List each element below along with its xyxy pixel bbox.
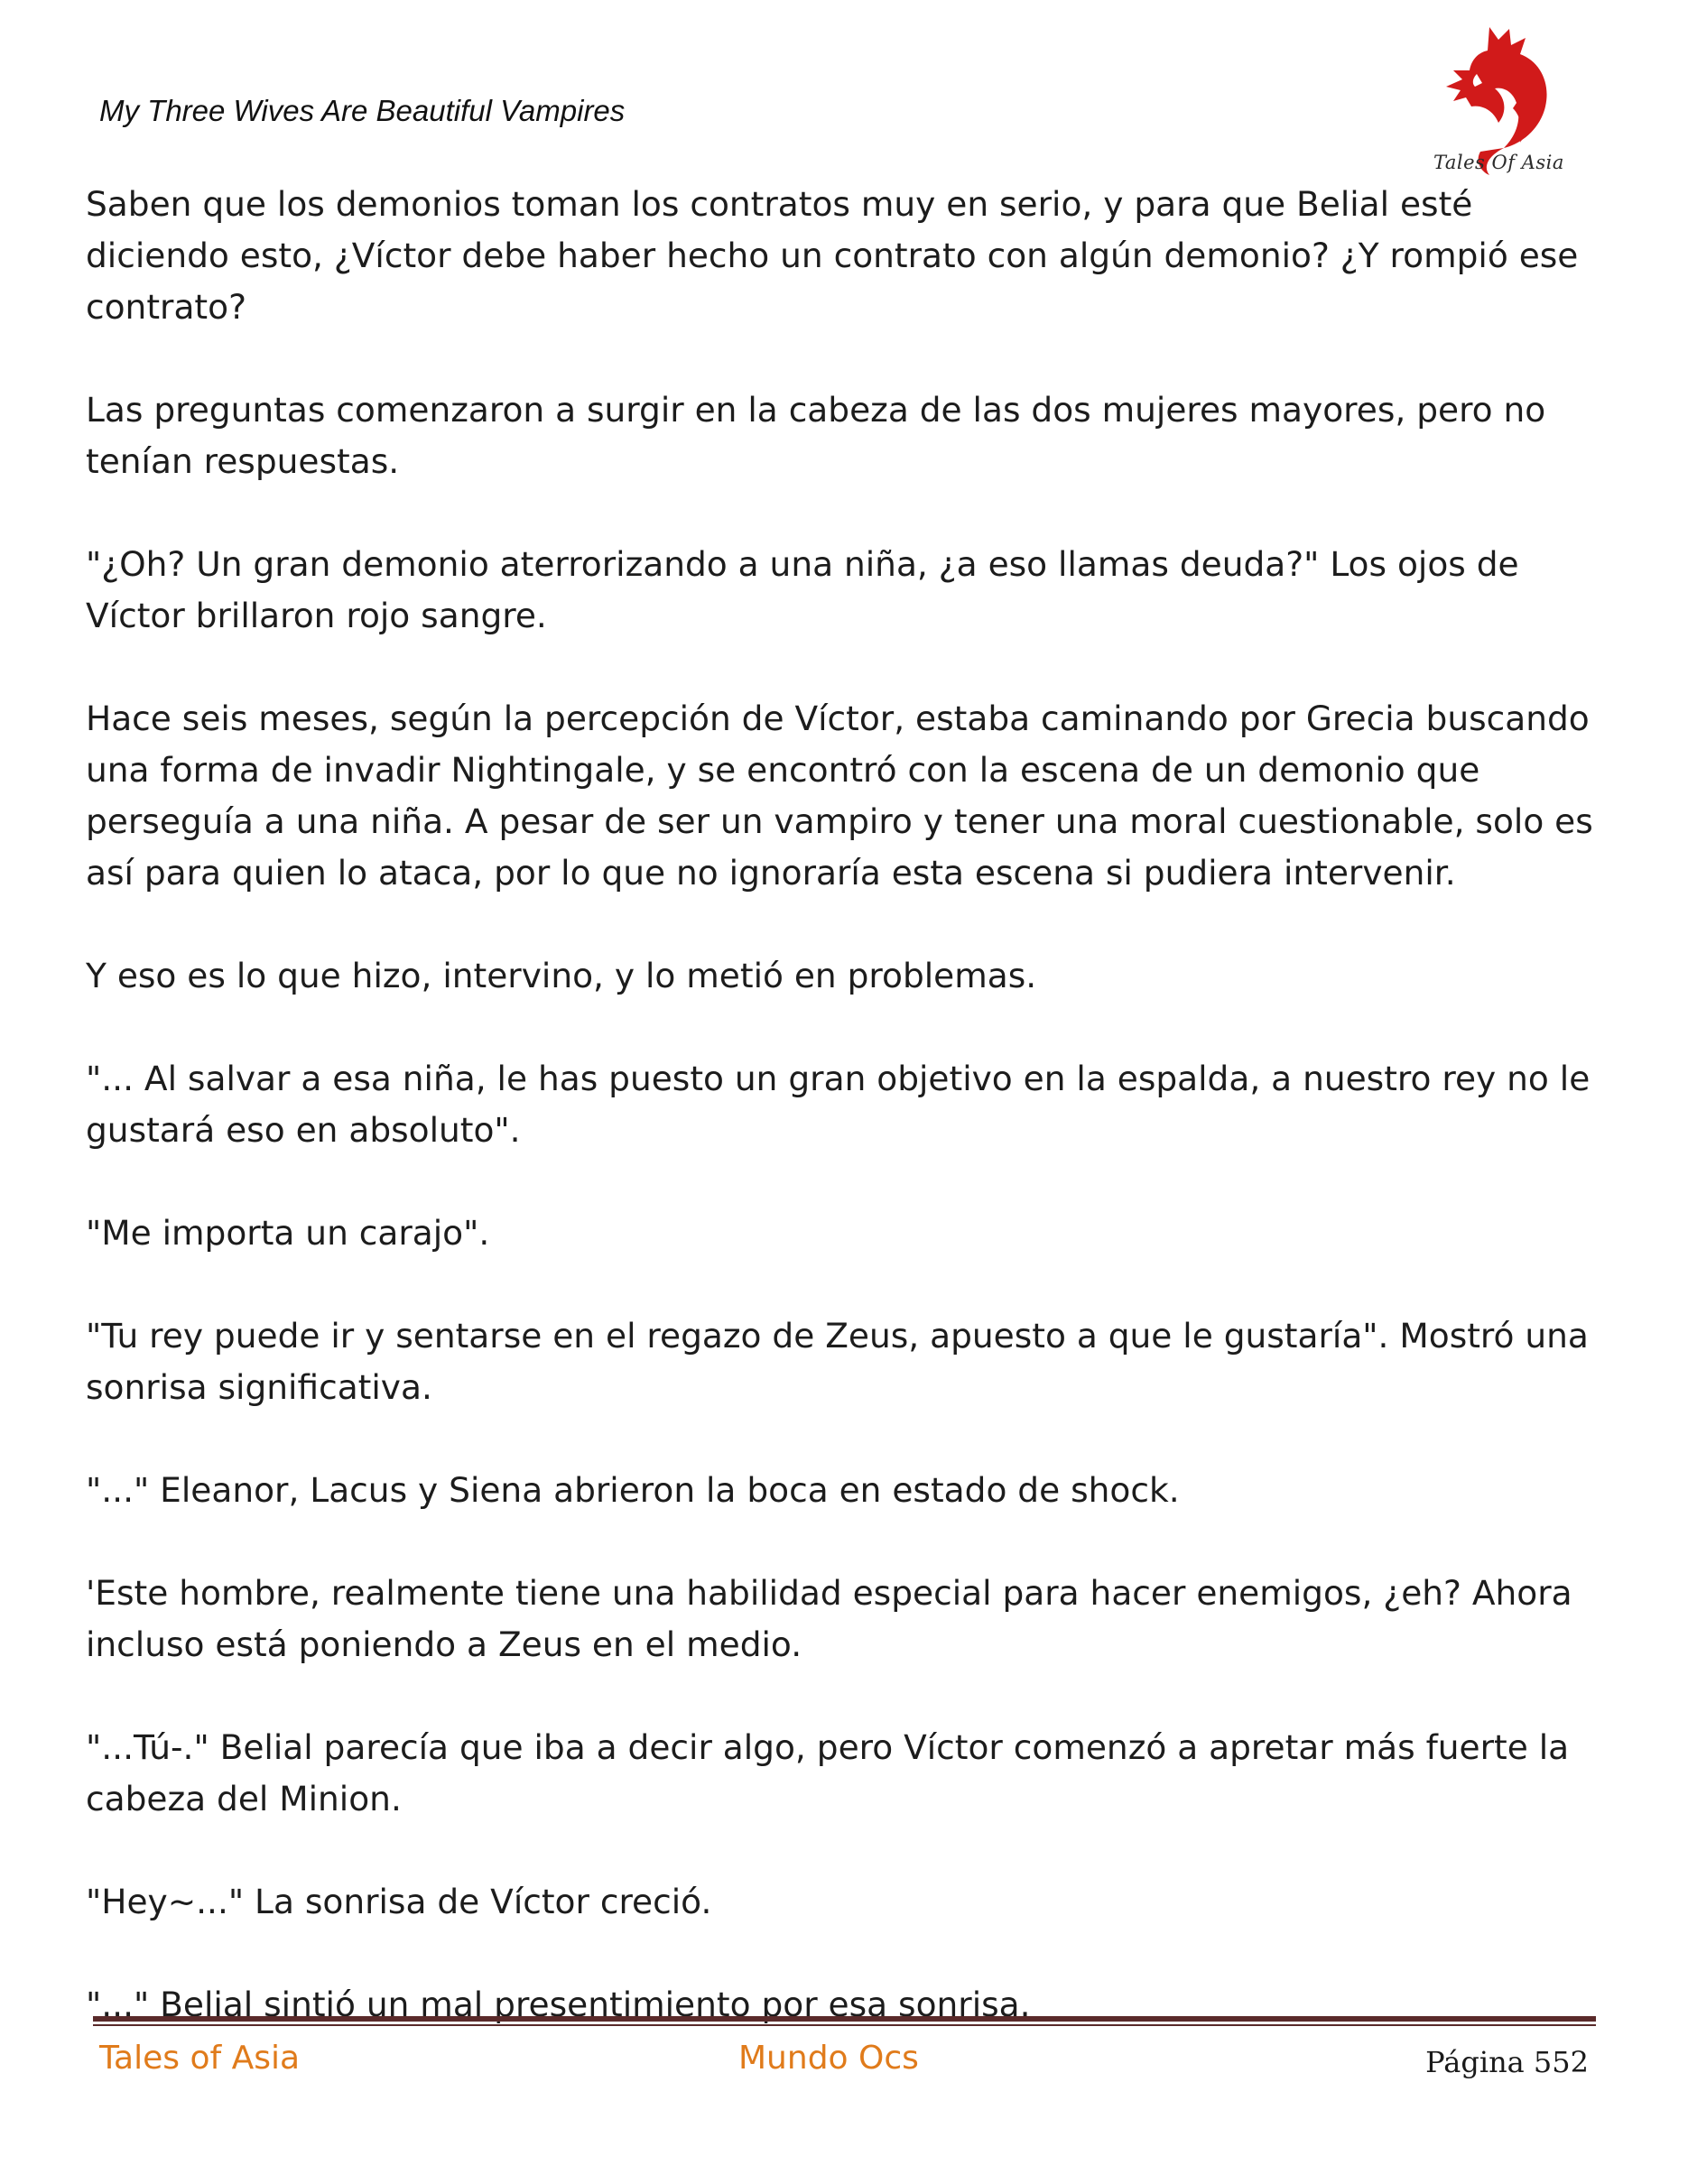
- footer-section-name: Mundo Ocs: [738, 2040, 919, 2077]
- paragraph: "Me importa un carajo".: [86, 1213, 490, 1253]
- page-number: Página 552: [1425, 2045, 1589, 2079]
- footer-site-name: Tales of Asia: [99, 2040, 301, 2077]
- paragraph: "Hey~..." La sonrisa de Víctor creció.: [86, 1882, 712, 1921]
- paragraph: "..." Eleanor, Lacus y Siena abrieron la boca en estado de shock.: [86, 1470, 1180, 1510]
- paragraph: "¿Oh? Un gran demonio aterrorizando a una niña, ¿a eso llamas deuda?" Los ojos de Víctor brillaron rojo sangre.: [86, 544, 1519, 635]
- header-title: My Three Wives Are Beautiful Vampires: [99, 94, 626, 127]
- footer-divider: [93, 2016, 1596, 2022]
- paragraph: "... Al salvar a esa niña, le has puesto un gran objetivo en la espalda, a nuestro rey no le gustará eso en absoluto".: [86, 1059, 1591, 1150]
- paragraph: "...Tú-." Belial parecía que iba a decir algo, pero Víctor comenzó a apretar más fuerte la cabeza del Minion.: [86, 1727, 1570, 1818]
- paragraph: "..." Belial sintió un mal presentimiento por esa sonrisa.: [86, 1985, 1031, 2024]
- logo-text: Tales Of Asia: [1433, 152, 1564, 173]
- chapter-body: [86, 179, 1620, 2082]
- paragraph: Y eso es lo que hizo, intervino, y lo metió en problemas.: [86, 956, 1037, 995]
- paragraph: Saben que los demonios toman los contratos muy en serio, y para que Belial esté diciendo esto, ¿Víctor debe haber hecho un contrato con algún demonio? ¿Y rompió ese contrato?: [86, 184, 1579, 327]
- paragraph: "Tu rey puede ir y sentarse en el regazo de Zeus, apuesto a que le gustaría". Mostró una sonrisa significativa.: [86, 1316, 1589, 1407]
- paragraph: Las preguntas comenzaron a surgir en la cabeza de las dos mujeres mayores, pero no tenían respuestas.: [86, 390, 1546, 481]
- paragraph: 'Este hombre, realmente tiene una habilidad especial para hacer enemigos, ¿eh? Ahora incluso está poniendo a Zeus en el medio.: [86, 1573, 1572, 1664]
- paragraph: Hace seis meses, según la percepción de Víctor, estaba caminando por Grecia buscando una forma de invadir Nightingale, y se encontró con la escena de un demonio que perseguía a una niña. A pesar de ser un vampiro y tener una moral cuestionable, solo es así para quien lo ataca, por lo que no ignoraría esta escena si pudiera intervenir.: [86, 699, 1593, 893]
- footer-divider-thin: [93, 2024, 1596, 2026]
